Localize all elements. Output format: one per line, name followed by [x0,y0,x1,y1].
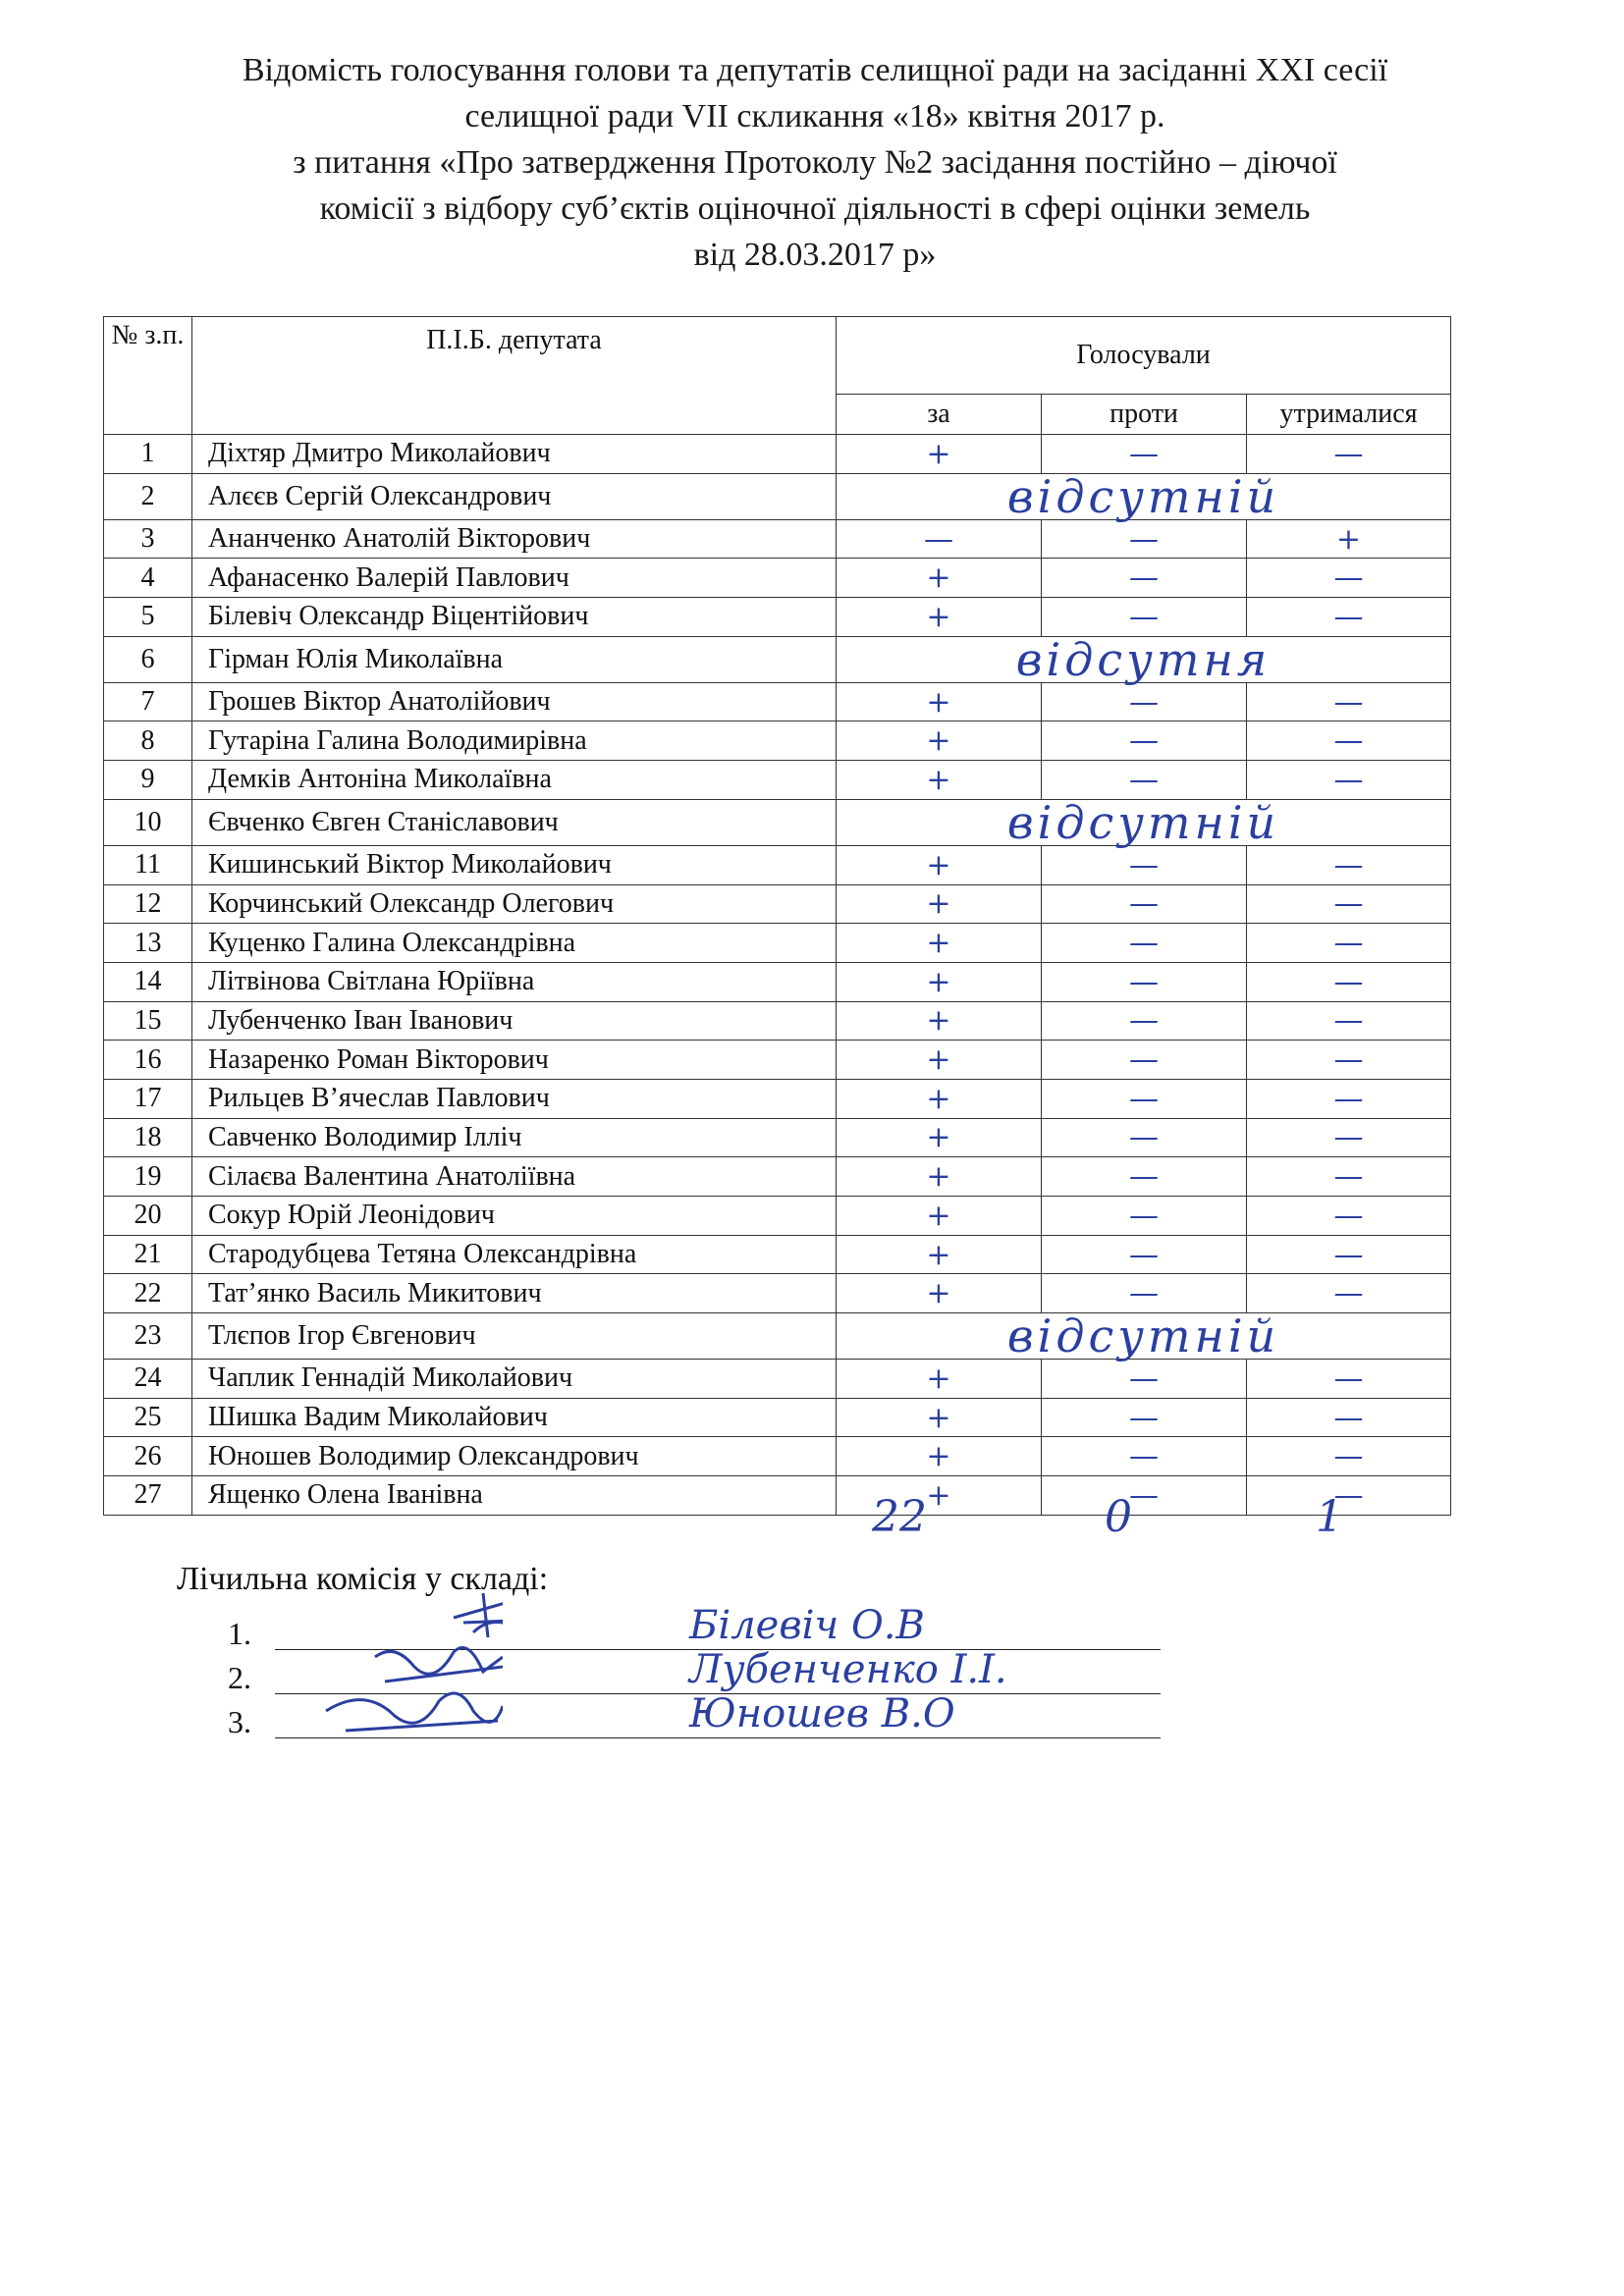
vote-against: — [1042,761,1247,800]
row-number: 6 [104,636,192,682]
table-row [104,845,1451,884]
table-row [104,682,1451,721]
vote-abstained: — [1247,1360,1451,1399]
deputy-name: Гутаріна Галина Володимирівна [192,721,837,761]
table-row [104,598,1451,637]
row-number: 24 [104,1360,192,1399]
header-name: П.І.Б. депутата [192,317,837,435]
vote-abstained: — [1247,924,1451,963]
table-body [104,435,1451,1516]
member-name: Білевіч О.В [689,1603,925,1648]
vote-abstained: — [1247,845,1451,884]
deputy-name: Афанасенко Валерій Павлович [192,559,837,598]
row-number: 2 [104,473,192,519]
deputy-name: Стародубцева Тетяна Олександрівна [192,1235,837,1274]
table-row [104,1079,1451,1118]
vote-abstained: — [1247,962,1451,1001]
deputy-name: Куценко Галина Олександрівна [192,924,837,963]
vote-against: — [1042,884,1247,924]
vote-for: + [837,1079,1042,1118]
row-number: 5 [104,598,192,637]
deputy-name: Грошев Віктор Анатолійович [192,682,837,721]
header-for: за [837,395,1042,435]
row-number: 13 [104,924,192,963]
row-number: 23 [104,1313,192,1360]
vote-against: — [1042,519,1247,559]
vote-for: + [837,924,1042,963]
vote-for: + [837,1157,1042,1197]
vote-abstained: + [1247,519,1451,559]
vote-against: — [1042,924,1247,963]
vote-abstained: — [1247,1437,1451,1476]
row-number: 27 [104,1476,192,1516]
absent-note: відсутній [837,1313,1451,1360]
vote-for: + [837,1274,1042,1313]
vote-for: + [837,1398,1042,1437]
vote-for: + [837,1360,1042,1399]
row-number: 18 [104,1118,192,1157]
vote-against: — [1042,845,1247,884]
vote-against: — [1042,1001,1247,1041]
row-number: 14 [104,962,192,1001]
deputy-name: Савченко Володимир Ілліч [192,1118,837,1157]
vote-against: — [1042,1041,1247,1080]
table-row [104,1041,1451,1080]
vote-against: — [1042,721,1247,761]
table-row [104,1437,1451,1476]
vote-against: — [1042,962,1247,1001]
vote-for: + [837,1001,1042,1041]
row-number: 4 [104,559,192,598]
vote-against: — [1042,1118,1247,1157]
table-row [104,1313,1451,1360]
total-for: 22 [872,1492,927,1542]
absent-note: відсутній [837,473,1451,519]
vote-abstained: — [1247,884,1451,924]
vote-for: + [837,435,1042,474]
table-row [104,636,1451,682]
title-line: від 28.03.2017 р» [693,237,937,273]
vote-against: — [1042,1235,1247,1274]
title-line: селищної ради VII скликання «18» квітня 2017 р. [464,98,1165,134]
table-row [104,1235,1451,1274]
absent-note: відсутній [837,799,1451,845]
total-abstained: 1 [1316,1492,1343,1542]
deputy-name: Лубенченко Іван Іванович [192,1001,837,1041]
header-number: № з.п. [104,317,192,435]
deputy-name: Гірман Юлія Миколаївна [192,636,837,682]
vote-abstained: — [1247,1235,1451,1274]
vote-against: — [1042,1398,1247,1437]
row-number: 26 [104,1437,192,1476]
vote-for: + [837,1197,1042,1236]
total-against: 0 [1105,1492,1132,1542]
vote-for: + [837,845,1042,884]
document-title [98,47,1532,278]
vote-abstained: — [1247,1001,1451,1041]
vote-abstained: — [1247,598,1451,637]
vote-abstained: — [1247,1274,1451,1313]
vote-for: + [837,559,1042,598]
header-abstained: утрималися [1247,395,1451,435]
vote-abstained: — [1247,1118,1451,1157]
deputy-name: Сокур Юрій Леонідович [192,1197,837,1236]
vote-totals [0,1492,1624,1551]
table-row [104,962,1451,1001]
row-number: 8 [104,721,192,761]
header-voted: Голосували [837,317,1451,395]
vote-against: — [1042,1476,1247,1516]
table-row [104,435,1451,474]
row-number: 19 [104,1157,192,1197]
deputy-name: Юношев Володимир Олександрович [192,1437,837,1476]
member-number: 2. [228,1660,251,1695]
deputy-name: Алєєв Сергій Олександрович [192,473,837,519]
vote-abstained: — [1247,1079,1451,1118]
header-against: проти [1042,395,1247,435]
table-row [104,884,1451,924]
vote-abstained: — [1247,682,1451,721]
vote-against: — [1042,1157,1247,1197]
vote-for: + [837,1476,1042,1516]
row-number: 9 [104,761,192,800]
deputy-name: Назаренко Роман Вікторович [192,1041,837,1080]
vote-against: — [1042,1360,1247,1399]
vote-for: + [837,1437,1042,1476]
deputy-name: Ананченко Анатолій Вікторович [192,519,837,559]
vote-against: — [1042,682,1247,721]
deputy-name: Демків Антоніна Миколаївна [192,761,837,800]
deputy-name: Корчинський Олександр Олегович [192,884,837,924]
table-row [104,1157,1451,1197]
table-row [104,1197,1451,1236]
absent-note: відсутня [837,636,1451,682]
vote-for: + [837,1118,1042,1157]
vote-abstained: — [1247,435,1451,474]
vote-against: — [1042,1274,1247,1313]
voting-table [103,316,1451,1516]
table-row [104,1118,1451,1157]
vote-abstained: — [1247,559,1451,598]
title-line: Відомість голосування голови та депутатів селищної ради на засіданні XXI сесії [242,52,1388,88]
vote-abstained: — [1247,721,1451,761]
table-row [104,1274,1451,1313]
vote-for: + [837,884,1042,924]
deputy-name: Рильцев В’ячеслав Павлович [192,1079,837,1118]
member-name: Юношев В.О [689,1691,955,1736]
member-name: Лубенченко І.І. [689,1647,1007,1692]
vote-against: — [1042,598,1247,637]
row-number: 25 [104,1398,192,1437]
table-row [104,924,1451,963]
vote-abstained: — [1247,1197,1451,1236]
title-line: комісії з відбору суб’єктів оціночної діяльності в сфері оцінки земель [319,190,1311,227]
row-number: 11 [104,845,192,884]
deputy-name: Тлєпов Ігор Євгенович [192,1313,837,1360]
vote-for: + [837,1235,1042,1274]
vote-abstained: — [1247,1398,1451,1437]
deputy-name: Чаплик Геннадій Миколайович [192,1360,837,1399]
commission-label: Лічильна комісія у складі: [177,1561,549,1597]
deputy-name: Євченко Євген Станіславович [192,799,837,845]
row-number: 3 [104,519,192,559]
table-row [104,473,1451,519]
table-row [104,559,1451,598]
vote-for: + [837,721,1042,761]
vote-for: + [837,682,1042,721]
row-number: 17 [104,1079,192,1118]
table-row [104,721,1451,761]
vote-abstained: — [1247,1157,1451,1197]
deputy-name: Сілаєва Валентина Анатоліївна [192,1157,837,1197]
deputy-name: Діхтяр Дмитро Миколайович [192,435,837,474]
vote-for: + [837,761,1042,800]
vote-for: + [837,962,1042,1001]
table-row [104,1360,1451,1399]
table-row [104,799,1451,845]
vote-against: — [1042,1079,1247,1118]
row-number: 10 [104,799,192,845]
vote-for: — [837,519,1042,559]
row-number: 12 [104,884,192,924]
row-number: 16 [104,1041,192,1080]
member-number: 1. [228,1616,251,1651]
vote-abstained: — [1247,1041,1451,1080]
commission-member [228,1691,1161,1740]
vote-for: + [837,1041,1042,1080]
vote-abstained: — [1247,1476,1451,1516]
vote-against: — [1042,559,1247,598]
row-number: 15 [104,1001,192,1041]
deputy-name: Білевіч Олександр Віцентійович [192,598,837,637]
table-row [104,519,1451,559]
deputy-name: Літвінова Світлана Юріївна [192,962,837,1001]
vote-for: + [837,598,1042,637]
title-line: з питання «Про затвердження Протоколу №2 засідання постійно – діючої [293,144,1337,181]
vote-abstained: — [1247,761,1451,800]
table-row [104,761,1451,800]
vote-against: — [1042,1197,1247,1236]
table-row [104,1398,1451,1437]
deputy-name: Тат’янко Василь Микитович [192,1274,837,1313]
row-number: 1 [104,435,192,474]
member-number: 3. [228,1704,251,1739]
vote-against: — [1042,1437,1247,1476]
table-row [104,1001,1451,1041]
signature-mark [228,1682,503,1740]
row-number: 22 [104,1274,192,1313]
deputy-name: Ященко Олена Іванівна [192,1476,837,1516]
row-number: 20 [104,1197,192,1236]
vote-against: — [1042,435,1247,474]
deputy-name: Шишка Вадим Миколайович [192,1398,837,1437]
row-number: 21 [104,1235,192,1274]
row-number: 7 [104,682,192,721]
deputy-name: Кишинський Віктор Миколайович [192,845,837,884]
